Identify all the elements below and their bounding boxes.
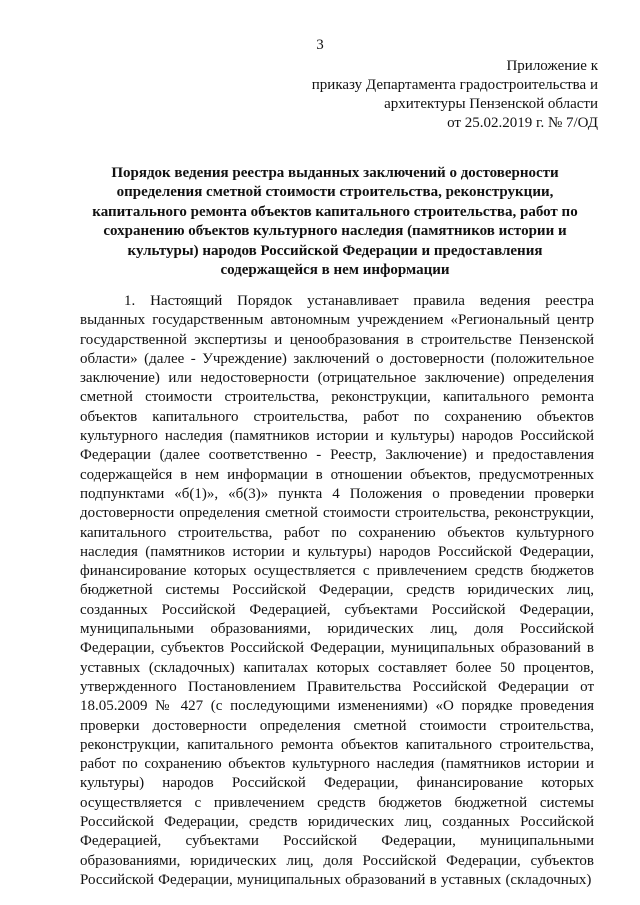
body-paragraph: 1. Настоящий Порядок устанавливает правила ведения реестра выданных государственным автономным учреждением «Региональный центр государственной экспертизы и ценообразования в строительстве Пензенской области» (далее - Учреждение) заключений о достоверности (положительное заключение) или недостоверности (отрицательное заключение) определения сметной стоимости строительства, реконструкции, капитального ремонта объектов капитального строительства, работ по сохранению объектов культурного наследия (памятников истории и культуры) народов Российской Федерации (далее соответственно - Реестр, Заключение) и предоставления содержащейся в нем информации в отношении объектов, предусмотренных подпунктами «б(1)», «б(3)» пункта 4 Положения о проведении проверки достоверности определения сметной стоимости строительства, реконструкции, капитального строительства, работ по сохранению объектов культурного наследия (памятников истории и культуры) народов Российской Федерации, финансирование которых осуществляется с привлечением средств бюджетов бюджетной системы Российской Федерации, средств юридических лиц, созданных Российской Федерацией, субъектами Российской Федерации, муниципальными образованиями, юридических лиц, доля Российской Федерации, субъектов Российской Федерации, муниципальных образований в уставных (складочных) капиталах которых составляет более 50 процентов, утвержденного Постановлением Правительства Российской Федерации от 18.05.2009 № 427 (с последующими изменениями) «О порядке проведения проверки достоверности определения сметной стоимости строительства, реконструкции, капитального ремонта объектов капитального строительства, работ по сохранению объектов культурного наследия (памятников истории и культуры) народов Российской Федерации, финансирование которых осуществляется с привлечением средств бюджетов бюджетной системы Российской Федерации, средств юридических лиц, созданных Российской Федерацией, субъектами Российской Федерации, муниципальными образованиями, юридических лиц, доля Российской Федерации, субъектов Российской Федерации, муниципальных образований в уставных (складочных): [80, 293, 594, 888]
appendix-line: Приложение к: [506, 58, 598, 74]
appendix-line: от 25.02.2019 г. № 7/ОД: [447, 115, 598, 131]
appendix-line: архитектуры Пензенской области: [384, 96, 598, 112]
document-title: Порядок ведения реестра выданных заключений о достоверности определения сметной стоимости строительства, реконструкции, капитального ремонта объектов капитального строительства, работ по сохранению объектов культурного наследия (памятников истории и культуры) народов Российской Федерации и предоставления содержащейся в нем информации: [92, 165, 578, 279]
appendix-header: [238, 57, 598, 133]
appendix-line: приказу Департамента градостроительства и: [311, 77, 598, 93]
page-number: 3: [316, 37, 324, 53]
